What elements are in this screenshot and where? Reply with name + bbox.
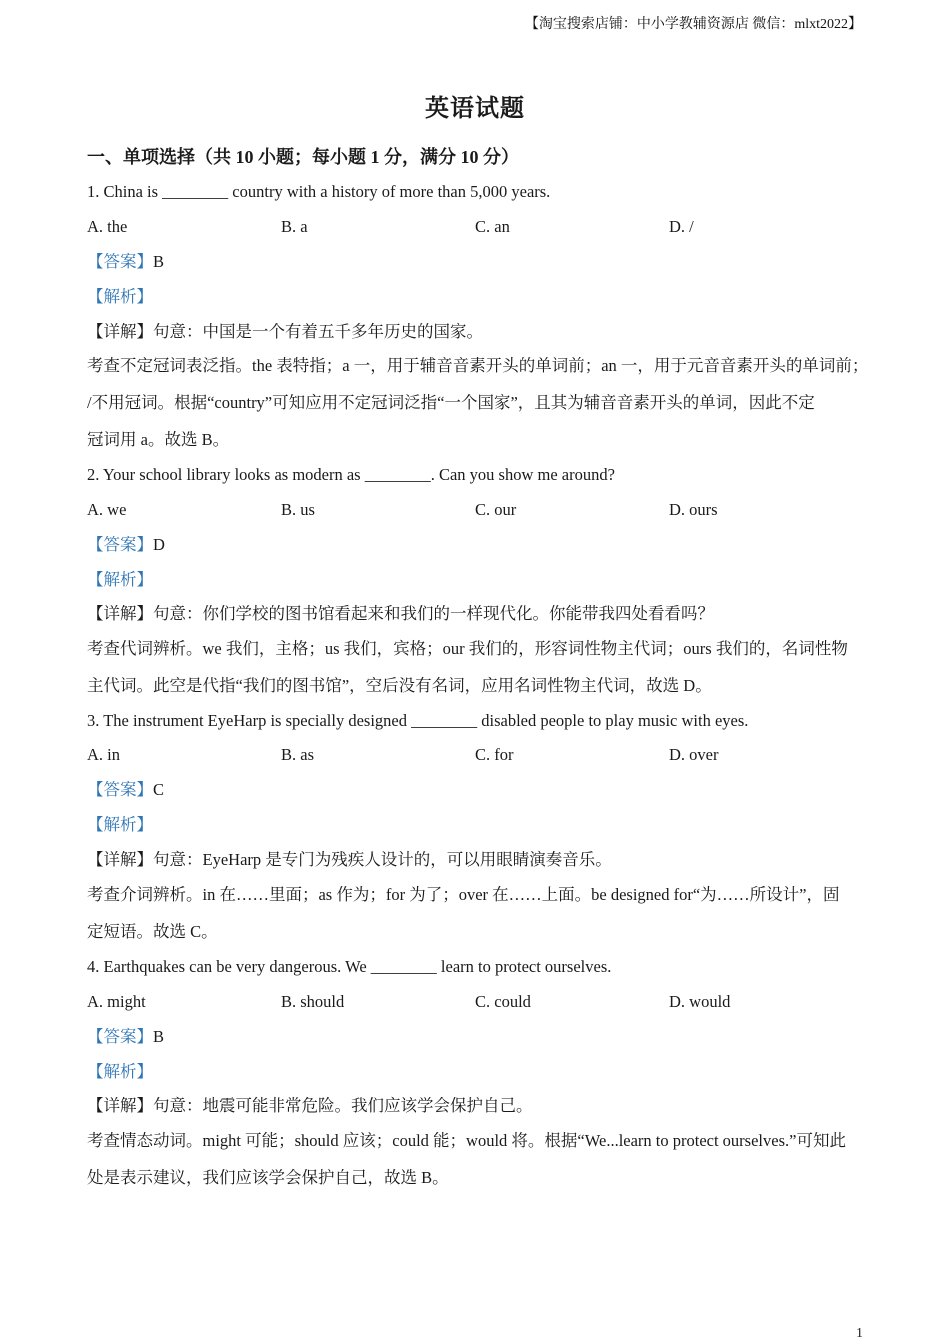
analysis-label: 【解析】 (87, 287, 153, 306)
answer-label: 【答案】 (87, 252, 153, 271)
analysis-label: 【解析】 (87, 570, 153, 589)
page-title: 英语试题 (425, 96, 525, 122)
option-c: C. our (475, 500, 517, 519)
explanation-line: 主代词。此空是代指“我们的图书馆”，空后没有名词，应用名词性物主代词，故选 D。 (87, 676, 712, 695)
option-c: C. an (475, 217, 510, 236)
analysis-label: 【解析】 (87, 815, 153, 834)
explanation-line: 考查情态动词。might 可能；should 应该；could 能；would 将。根据“We...learn to protect ourselves.”可知此 (87, 1131, 846, 1150)
option-d: D. over (669, 745, 719, 764)
option-a: A. the (87, 217, 128, 236)
option-a: A. we (87, 500, 127, 519)
option-c: C. could (475, 992, 531, 1011)
option-d: D. / (669, 217, 694, 236)
answer-label: 【答案】 (87, 780, 153, 799)
answer-label: 【答案】 (87, 535, 153, 554)
option-b: B. a (281, 217, 308, 236)
question-stem: 4. Earthquakes can be very dangerous. We ________ learn to protect ourselves. (87, 957, 612, 976)
explanation-line: 考查介词辨析。in 在……里面；as 作为；for 为了；over 在……上面。be designed for“为……所设计”，固 (87, 885, 840, 904)
explanation-line: /不用冠词。根据“country”可知应用不定冠词泛指“一个国家”，且其为辅音音素开头的单词，因此不定 (87, 393, 815, 412)
option-d: D. ours (669, 500, 718, 519)
section-title: 一、单项选择（共 10 小题；每小题 1 分，满分 10 分） (87, 147, 519, 167)
answer-line (87, 534, 165, 556)
explanation-line: 冠词用 a。故选 B。 (87, 430, 230, 449)
answer-value: B (153, 252, 165, 271)
question-stem: 1. China is ________ country with a history of more than 5,000 years. (87, 182, 551, 201)
option-a: A. in (87, 745, 120, 764)
explanation-line: 定短语。故选 C。 (87, 922, 218, 941)
question-stem: 3. The instrument EyeHarp is specially designed ________ disabled people to play music with eyes. (87, 711, 749, 730)
header-note: 【淘宝搜索店铺：中小学教辅资源店 微信：mlxt2022】 (524, 17, 862, 32)
answer-label: 【答案】 (87, 1027, 153, 1046)
answer-value: D (153, 535, 165, 554)
option-d: D. would (669, 992, 731, 1011)
answer-line (87, 779, 164, 801)
option-c: C. for (475, 745, 514, 764)
answer-value: B (153, 1027, 165, 1046)
detail-line: 【详解】句意：EyeHarp 是专门为残疾人设计的，可以用眼睛演奏音乐。 (87, 850, 612, 869)
explanation-line: 处是表示建议，我们应该学会保护自己，故选 B。 (87, 1168, 449, 1187)
answer-line (87, 251, 164, 273)
answer-line (87, 1026, 164, 1048)
explanation-line: 考查代词辨析。we 我们，主格；us 我们，宾格；our 我们的，形容词性物主代词；ours 我们的，名词性物 (87, 639, 848, 658)
detail-line: 【详解】句意：你们学校的图书馆看起来和我们的一样现代化。你能带我四处看看吗？ (87, 604, 714, 623)
option-b: B. should (281, 992, 345, 1011)
option-b: B. as (281, 745, 314, 764)
analysis-label: 【解析】 (87, 1062, 153, 1081)
detail-line: 【详解】句意：中国是一个有着五千多年历史的国家。 (87, 322, 483, 341)
page-number: 1 (856, 1326, 863, 1341)
answer-value: C (153, 780, 165, 799)
detail-line: 【详解】句意：地震可能非常危险。我们应该学会保护自己。 (87, 1096, 533, 1115)
option-a: A. might (87, 992, 146, 1011)
option-b: B. us (281, 500, 315, 519)
question-stem: 2. Your school library looks as modern as ________. Can you show me around? (87, 465, 615, 484)
explanation-line: 考查不定冠词表泛指。the 表特指；a 一，用于辅音音素开头的单词前；an 一，用于元音音素开头的单词前； (87, 356, 869, 375)
